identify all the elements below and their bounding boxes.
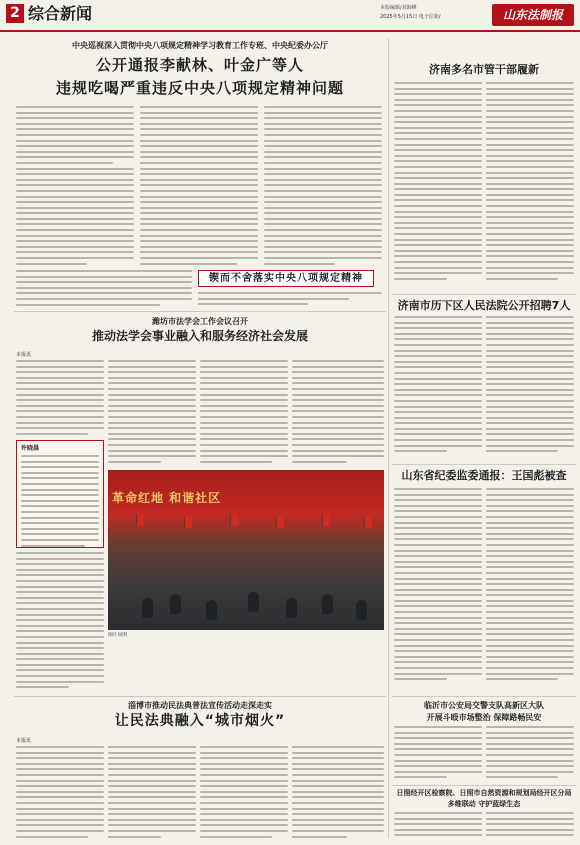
person-silhouette [170, 594, 181, 614]
person-silhouette [356, 600, 367, 620]
column-divider [388, 38, 389, 838]
flag-icon [136, 514, 144, 526]
section-divider [392, 294, 576, 295]
zibo-body-col-4 [292, 746, 384, 840]
flag-icon [184, 516, 192, 528]
flag-icon [322, 514, 330, 526]
zibo-body-col-1 [16, 746, 104, 840]
weifang-body-col-1 [16, 360, 104, 436]
pull-quote-name: 许晓晨 [21, 445, 40, 452]
jinan-cadres-headline: 济南多名市管干部履新 [429, 63, 539, 76]
page-number: 2 [6, 4, 24, 23]
weifang-body-col-1b [16, 552, 104, 692]
zibo-headline: 让民法典融入“城市烟火” [114, 713, 286, 729]
pull-quote-box [16, 440, 104, 548]
discipline-notice-body-col-1 [394, 488, 482, 692]
editor-line: 本版编辑/刘海峰 [380, 5, 417, 11]
weifang-byline: 本报讯 [16, 352, 32, 358]
lead-body-col-3 [264, 106, 382, 266]
pull-quote-text [21, 455, 99, 547]
photo-signboard: 革命红地 和谐社区 [112, 491, 222, 505]
zibo-body-col-2 [108, 746, 196, 840]
lixia-court-body-col-2 [486, 316, 574, 460]
zibo-kicker: 淄博市推动民法典普法宣传活动走深走实 [128, 701, 272, 710]
section-divider [14, 311, 386, 312]
jinan-cadres-body-col-1 [394, 82, 482, 290]
linyi-police-body-col-2 [486, 726, 574, 782]
linyi-police-headline-1: 临沂市公安局交警支队高新区大队 [424, 701, 544, 710]
date-line: 2025年5月15日 电子信箱/ [380, 14, 441, 20]
zibo-body-col-3 [200, 746, 288, 840]
lead-body-tail-2 [198, 292, 382, 306]
photo-caption: 图片说明 [108, 633, 128, 638]
linyi-police-body-col-1 [394, 726, 482, 782]
newspaper-logo: 山东法制报 [492, 4, 574, 26]
section-divider [392, 696, 576, 697]
discipline-notice-body-col-2 [486, 488, 574, 692]
lixia-court-headline: 济南市历下区人民法院公开招聘7人 [397, 299, 571, 312]
person-silhouette [206, 600, 217, 620]
rizhao-body-col-1 [394, 812, 482, 840]
zibo-byline: 本报讯 [16, 738, 32, 744]
linyi-police-headline-2: 开展斗殴市场整治 保障路畅民安 [426, 713, 542, 722]
section-divider [392, 785, 576, 786]
flag-icon [230, 514, 238, 526]
person-silhouette [322, 594, 333, 614]
person-silhouette [286, 598, 297, 618]
weifang-kicker: 潍坊市法学会工作会议召开 [152, 317, 248, 326]
section-title: 综合新闻 [28, 4, 93, 23]
lead-headline-line-1: 公开通报李献林、叶金广等人 [95, 56, 304, 74]
lead-body-col-2 [140, 106, 258, 266]
person-silhouette [248, 592, 259, 612]
jinan-cadres-body-col-2 [486, 82, 574, 290]
lead-kicker: 中央巡视深入贯彻中央八项规定精神学习教育工作专班、中央纪委办公厅 [72, 41, 328, 50]
weifang-headline: 推动法学会事业融入和服务经济社会发展 [91, 329, 308, 343]
campaign-banner: 锲而不舍落实中央八项规定精神 [198, 270, 374, 287]
section-divider [392, 464, 576, 465]
discipline-notice-headline: 山东省纪委监委通报：王国彪被查 [401, 469, 567, 482]
lead-body-tail [16, 270, 192, 306]
lead-body-col-1 [16, 106, 134, 266]
flag-icon [276, 516, 284, 528]
rizhao-headline-1: 日照经开区检察院、日照市自然资源和规划局经开区分局 [396, 789, 572, 797]
weifang-body-col-4 [292, 360, 384, 466]
flag-icon [364, 516, 372, 528]
lixia-court-body-col-1 [394, 316, 482, 460]
weifang-body-col-2 [108, 360, 196, 466]
lead-headline-line-2: 违规吃喝严重违反中央八项规定精神问题 [55, 79, 344, 97]
rizhao-headline-2: 多维联动 守护蓝绿生态 [447, 800, 521, 808]
section-divider [14, 696, 386, 697]
rizhao-body-col-2 [486, 812, 574, 840]
weifang-body-col-3 [200, 360, 288, 466]
person-silhouette [142, 598, 153, 618]
